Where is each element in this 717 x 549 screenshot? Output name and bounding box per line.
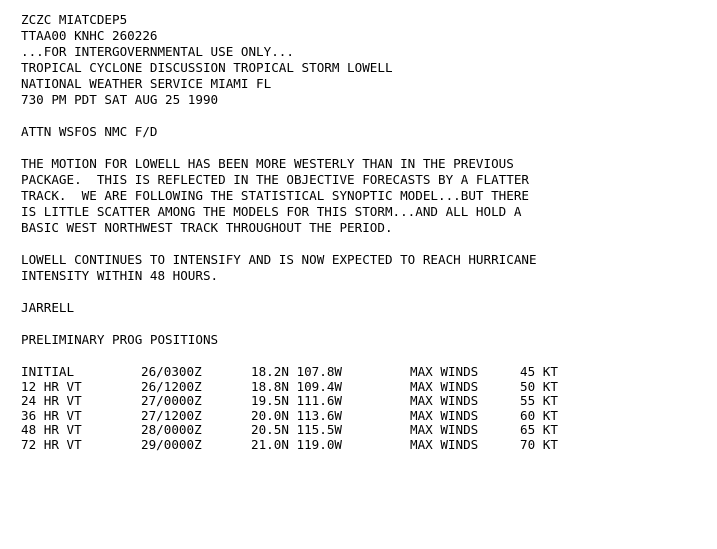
forecast-position: 20.5N 115.5W xyxy=(251,422,342,437)
header-line: TROPICAL CYCLONE DISCUSSION TROPICAL STORM LOWELL xyxy=(21,60,393,75)
header-line: ...FOR INTERGOVERNMENTAL USE ONLY... xyxy=(21,44,294,59)
forecast-table xyxy=(21,364,717,451)
max-winds-label: MAX WINDS xyxy=(410,364,479,379)
discussion-paragraph-1 xyxy=(21,156,717,236)
forecast-row xyxy=(21,422,717,437)
forecast-time: 28/0000Z xyxy=(141,422,202,437)
max-winds-value: 70 KT xyxy=(520,436,558,452)
forecast-time: 26/0300Z xyxy=(141,364,202,379)
attention-line: ATTN WSFOS NMC F/D xyxy=(21,124,158,139)
paragraph-line: IS LITTLE SCATTER AMONG THE MODELS FOR THIS STORM...AND ALL HOLD A xyxy=(21,204,522,219)
paragraph-line: PACKAGE. THIS IS REFLECTED IN THE OBJECTIVE FORECASTS BY A FLATTER xyxy=(21,172,529,187)
prog-title: PRELIMINARY PROG POSITIONS xyxy=(21,332,219,347)
paragraph-line: THE MOTION FOR LOWELL HAS BEEN MORE WESTERLY THAN IN THE PREVIOUS xyxy=(21,156,514,171)
forecast-row xyxy=(21,437,717,452)
forecast-label: 48 HR VT xyxy=(21,422,82,437)
header-line: TTAA00 KNHC 260226 xyxy=(21,28,158,43)
max-winds-value: 65 KT xyxy=(520,422,558,437)
forecast-row xyxy=(21,364,717,379)
forecast-row xyxy=(21,408,717,423)
max-winds-label: MAX WINDS xyxy=(410,422,479,437)
max-winds-value: 50 KT xyxy=(520,378,558,394)
forecast-label: 72 HR VT xyxy=(21,436,82,452)
forecast-label: 12 HR VT xyxy=(21,378,82,394)
forecast-label: 36 HR VT xyxy=(21,407,82,423)
forecast-position: 18.2N 107.8W xyxy=(251,364,342,379)
max-winds-value: 55 KT xyxy=(520,393,558,408)
header-line: 730 PM PDT SAT AUG 25 1990 xyxy=(21,92,219,107)
max-winds-label: MAX WINDS xyxy=(410,436,479,452)
forecast-position: 19.5N 111.6W xyxy=(251,393,342,408)
max-winds-label: MAX WINDS xyxy=(410,378,479,394)
forecast-row xyxy=(21,393,717,408)
forecast-time: 27/1200Z xyxy=(141,407,202,423)
discussion-paragraph-2 xyxy=(21,252,717,284)
max-winds-value: 60 KT xyxy=(520,407,558,423)
forecast-time: 26/1200Z xyxy=(141,378,202,394)
max-winds-label: MAX WINDS xyxy=(410,393,479,408)
max-winds-value: 45 KT xyxy=(520,364,558,379)
paragraph-line: BASIC WEST NORTHWEST TRACK THROUGHOUT THE PERIOD. xyxy=(21,220,393,235)
forecast-time: 29/0000Z xyxy=(141,436,202,452)
forecast-position: 21.0N 119.0W xyxy=(251,436,342,452)
forecast-row xyxy=(21,379,717,394)
forecast-time: 27/0000Z xyxy=(141,393,202,408)
paragraph-line: INTENSITY WITHIN 48 HOURS. xyxy=(21,268,219,283)
forecast-label: INITIAL xyxy=(21,364,75,379)
bulletin-header xyxy=(21,12,717,108)
forecaster-name: JARRELL xyxy=(21,300,75,315)
paragraph-line: LOWELL CONTINUES TO INTENSIFY AND IS NOW EXPECTED TO REACH HURRICANE xyxy=(21,252,537,267)
forecast-position: 18.8N 109.4W xyxy=(251,378,342,394)
max-winds-label: MAX WINDS xyxy=(410,407,479,423)
header-line: NATIONAL WEATHER SERVICE MIAMI FL xyxy=(21,76,272,91)
forecast-label: 24 HR VT xyxy=(21,393,82,408)
paragraph-line: TRACK. WE ARE FOLLOWING THE STATISTICAL SYNOPTIC MODEL...BUT THERE xyxy=(21,188,529,203)
header-line: ZCZC MIATCDEP5 xyxy=(21,12,128,27)
forecast-position: 20.0N 113.6W xyxy=(251,407,342,423)
